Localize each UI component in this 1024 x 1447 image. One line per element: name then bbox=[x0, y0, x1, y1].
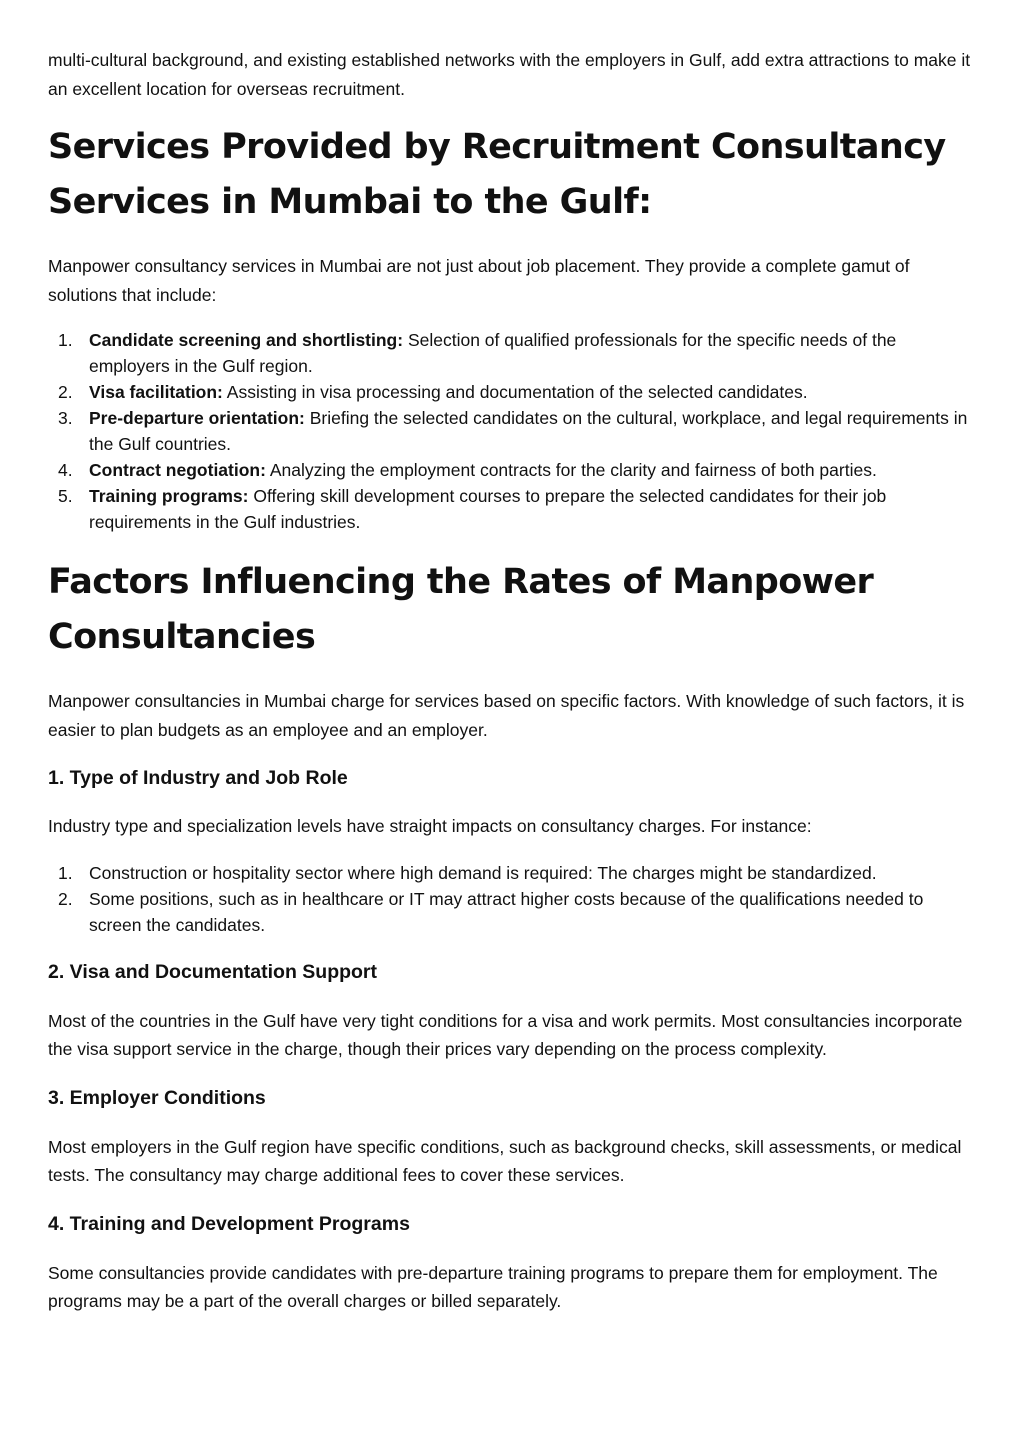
document-page bbox=[48, 46, 976, 1316]
list-item-text: Briefing the selected candidates on the cultural, workplace, and legal requirements in the Gulf countries. bbox=[89, 408, 968, 454]
list-item-text: Assisting in visa processing and documentation of the selected candidates. bbox=[222, 382, 808, 402]
list-item bbox=[48, 860, 976, 886]
section-text-employer: Most employers in the Gulf region have specific conditions, such as background checks, skill assessments, or medical tests. The consultancy may charge additional fees to cover these services. bbox=[48, 1136, 962, 1185]
section-title-industry: 1. Type of Industry and Job Role bbox=[48, 767, 348, 789]
services-list bbox=[48, 327, 976, 535]
list-item bbox=[48, 327, 976, 379]
section-title-training: 4. Training and Development Programs bbox=[48, 1212, 410, 1235]
list-item bbox=[48, 405, 976, 457]
list-item-number: 4. bbox=[58, 460, 73, 480]
list-item-number: 2. bbox=[58, 888, 73, 909]
services-heading: Services Provided by Recruitment Consultancy Services in Mumbai to the Gulf: bbox=[48, 127, 946, 222]
intro-paragraph: multi-cultural background, and existing established networks with the employers in Gulf, add extra attractions to make it an excellent location for overseas recruitment. bbox=[48, 50, 971, 99]
services-intro-paragraph: Manpower consultancy services in Mumbai are not just about job placement. They provide a complete gamut of solutions that include: bbox=[48, 256, 910, 305]
list-item bbox=[48, 483, 976, 535]
section-title-visa: 2. Visa and Documentation Support bbox=[48, 960, 378, 983]
section-title-employer: 3. Employer Conditions bbox=[48, 1086, 266, 1109]
list-item-text: Construction or hospitality sector where high demand is required: The charges might be standardized. bbox=[89, 862, 877, 883]
list-item-text: Analyzing the employment contracts for the clarity and fairness of both parties. bbox=[265, 460, 877, 480]
list-item-text: Selection of qualified professionals for the specific needs of the employers in the Gulf region. bbox=[89, 330, 897, 376]
list-item bbox=[48, 886, 976, 938]
list-item-title: Pre-departure orientation: bbox=[89, 408, 305, 428]
list-item bbox=[48, 457, 976, 483]
list-item-text: Offering skill development courses to prepare the selected candidates for their job requirements in the Gulf industries. bbox=[89, 486, 887, 532]
list-item-title: Candidate screening and shortlisting: bbox=[89, 330, 404, 350]
list-item-title: Contract negotiation: bbox=[89, 460, 266, 480]
list-item-number: 1. bbox=[58, 862, 73, 883]
list-item-number: 1. bbox=[58, 330, 73, 350]
list-item-title: Training programs: bbox=[89, 486, 249, 506]
industry-list bbox=[48, 860, 976, 938]
factors-heading: Factors Influencing the Rates of Manpower Consultancies bbox=[48, 562, 874, 657]
list-item bbox=[48, 379, 976, 405]
list-item-number: 3. bbox=[58, 408, 73, 428]
section-text-industry: Industry type and specialization levels have straight impacts on consultancy charges. For instance: bbox=[48, 816, 812, 836]
list-item-title: Visa facilitation: bbox=[89, 382, 223, 402]
section-text-training: Some consultancies provide candidates with pre-departure training programs to prepare them for employment. The programs may be a part of the overall charges or billed separately. bbox=[48, 1262, 938, 1311]
list-item-number: 2. bbox=[58, 382, 73, 402]
factors-intro-paragraph: Manpower consultancies in Mumbai charge for services based on specific factors. With knowledge of such factors, it is easier to plan budgets as an employee and an employer. bbox=[48, 691, 965, 740]
list-item-text: Some positions, such as in healthcare or IT may attract higher costs because of the qualifications needed to screen the candidates. bbox=[89, 888, 924, 935]
list-item-number: 5. bbox=[58, 486, 73, 506]
section-text-visa: Most of the countries in the Gulf have very tight conditions for a visa and work permits. Most consultancies incorporate the visa support service in the charge, though their prices vary depending on the process complexity. bbox=[48, 1010, 963, 1059]
